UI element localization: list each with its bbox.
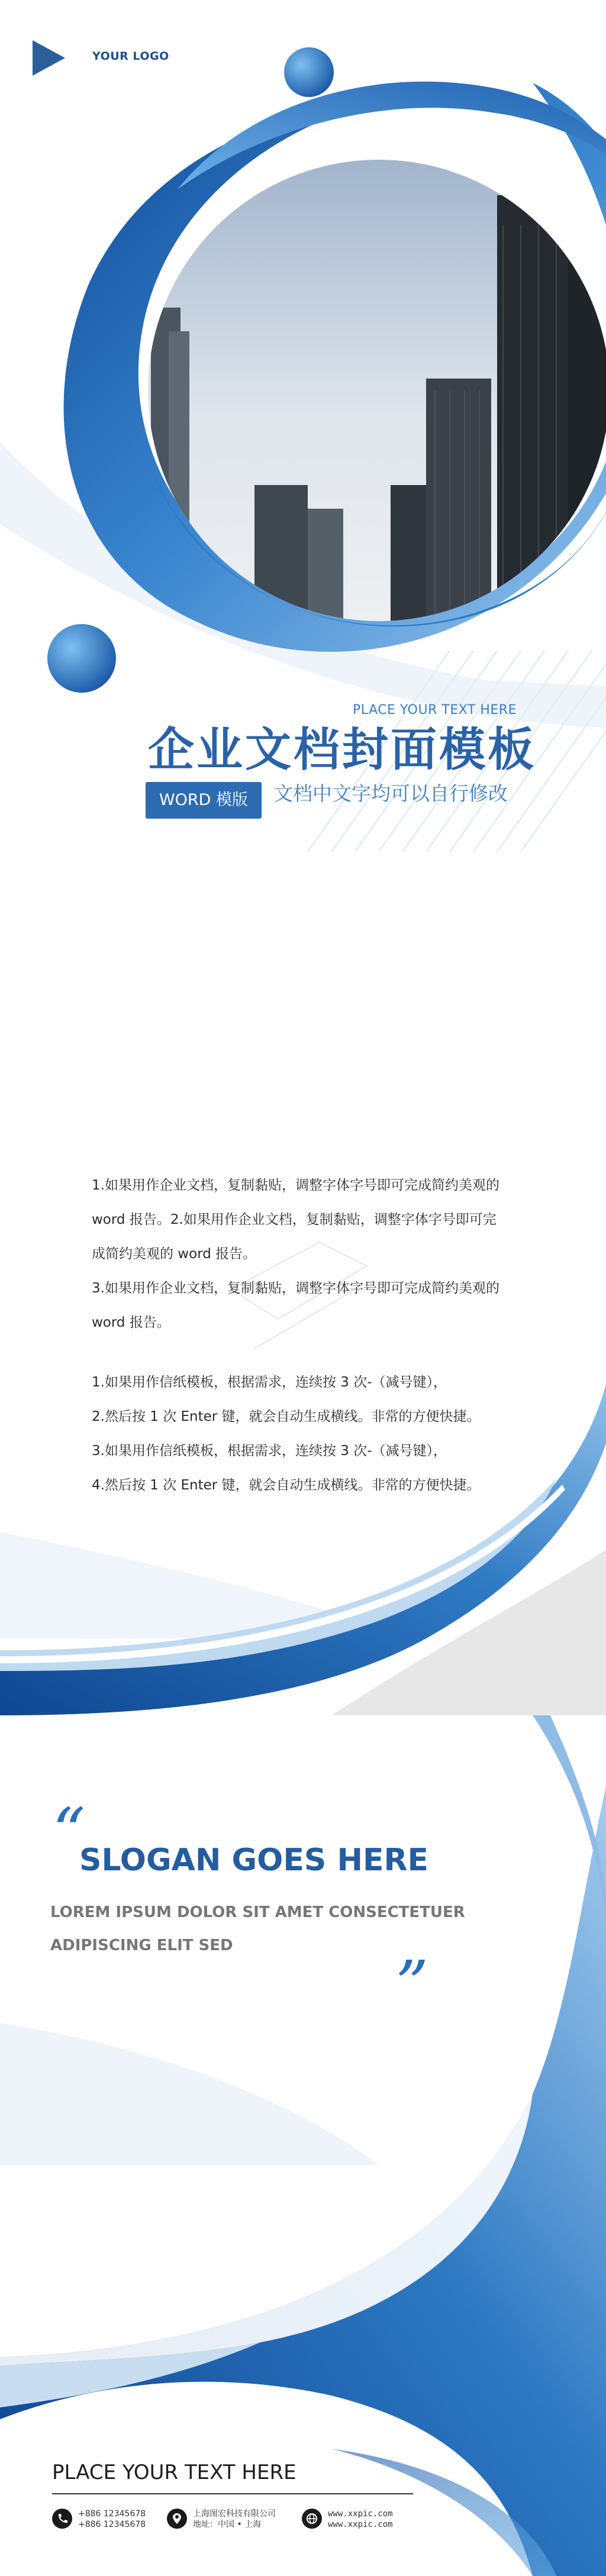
lorem-line: ADIPISCING ELIT SED	[50, 1937, 233, 1954]
logo-text: YOUR LOGO	[92, 50, 169, 63]
location-icon	[167, 2509, 187, 2529]
document-page	[0, 852, 606, 1715]
cover-title: 企业文档封面模板	[148, 723, 537, 777]
paragraph-line: 1.如果用作信纸模板，根据需求，连续按 3 次-（减号键），	[92, 1375, 447, 1390]
paragraph-line: 3.如果用作企业文档，复制黏贴，调整字体字号即可完成简约美观的	[92, 1281, 499, 1296]
web-address[interactable]: www.xxpic.com	[328, 2509, 393, 2519]
web-address[interactable]: www.xxpic.com	[328, 2520, 393, 2529]
paragraph-line: 成简约美观的 word 报告。	[92, 1246, 257, 1262]
paragraph-line: 1.如果用作企业文档，复制黏贴，调整字体字号即可完成简约美观的	[92, 1178, 499, 1193]
company-name: 上海图宏科技有限公司	[193, 2509, 276, 2519]
phone-icon	[52, 2509, 72, 2529]
paragraph-line: 3.如果用作信纸模板，根据需求，连续按 3 次-（减号键），	[92, 1443, 447, 1459]
paragraph-line: word 报告。	[92, 1315, 170, 1330]
slogan: SLOGAN GOES HERE	[79, 1843, 429, 1878]
cover-page	[0, 0, 606, 852]
cover-place-text: PLACE YOUR TEXT HERE	[353, 703, 517, 717]
word-badge: WORD 模版	[146, 782, 262, 819]
lorem-text	[50, 1896, 476, 1962]
back-place-text: PLACE YOUR TEXT HERE	[52, 2461, 296, 2484]
web-icon	[302, 2509, 322, 2529]
paragraph-2	[92, 1365, 518, 1502]
phone-info	[78, 2509, 146, 2530]
paragraph-line: 4.然后按 1 次 Enter 键，就会自动生成横线。非常的方便快捷。	[92, 1478, 481, 1493]
cover-subtitle: 文档中文字均可以自行修改	[273, 782, 508, 805]
phone-number: +886 12345678	[78, 2520, 146, 2529]
phone-number: +886 12345678	[78, 2509, 146, 2519]
address-info	[193, 2509, 276, 2530]
back-cover-page	[0, 1715, 606, 2576]
address-text: 地址：中国 • 上海	[193, 2520, 262, 2529]
footer-divider	[52, 2493, 413, 2494]
paragraph-1	[92, 1168, 518, 1340]
quote-close-icon: ”	[395, 1947, 429, 2022]
quote-open-icon: “	[52, 1794, 86, 1870]
web-info	[328, 2509, 393, 2530]
paragraph-line: 2.然后按 1 次 Enter 键，就会自动生成横线。非常的方便快捷。	[92, 1409, 481, 1424]
logo-triangle-icon	[33, 40, 65, 76]
paragraph-line: word 报告。2.如果用作企业文档，复制黏贴，调整字体字号即可完	[92, 1212, 497, 1227]
lorem-line: LOREM IPSUM DOLOR SIT AMET CONSECTETUER	[50, 1903, 465, 1921]
